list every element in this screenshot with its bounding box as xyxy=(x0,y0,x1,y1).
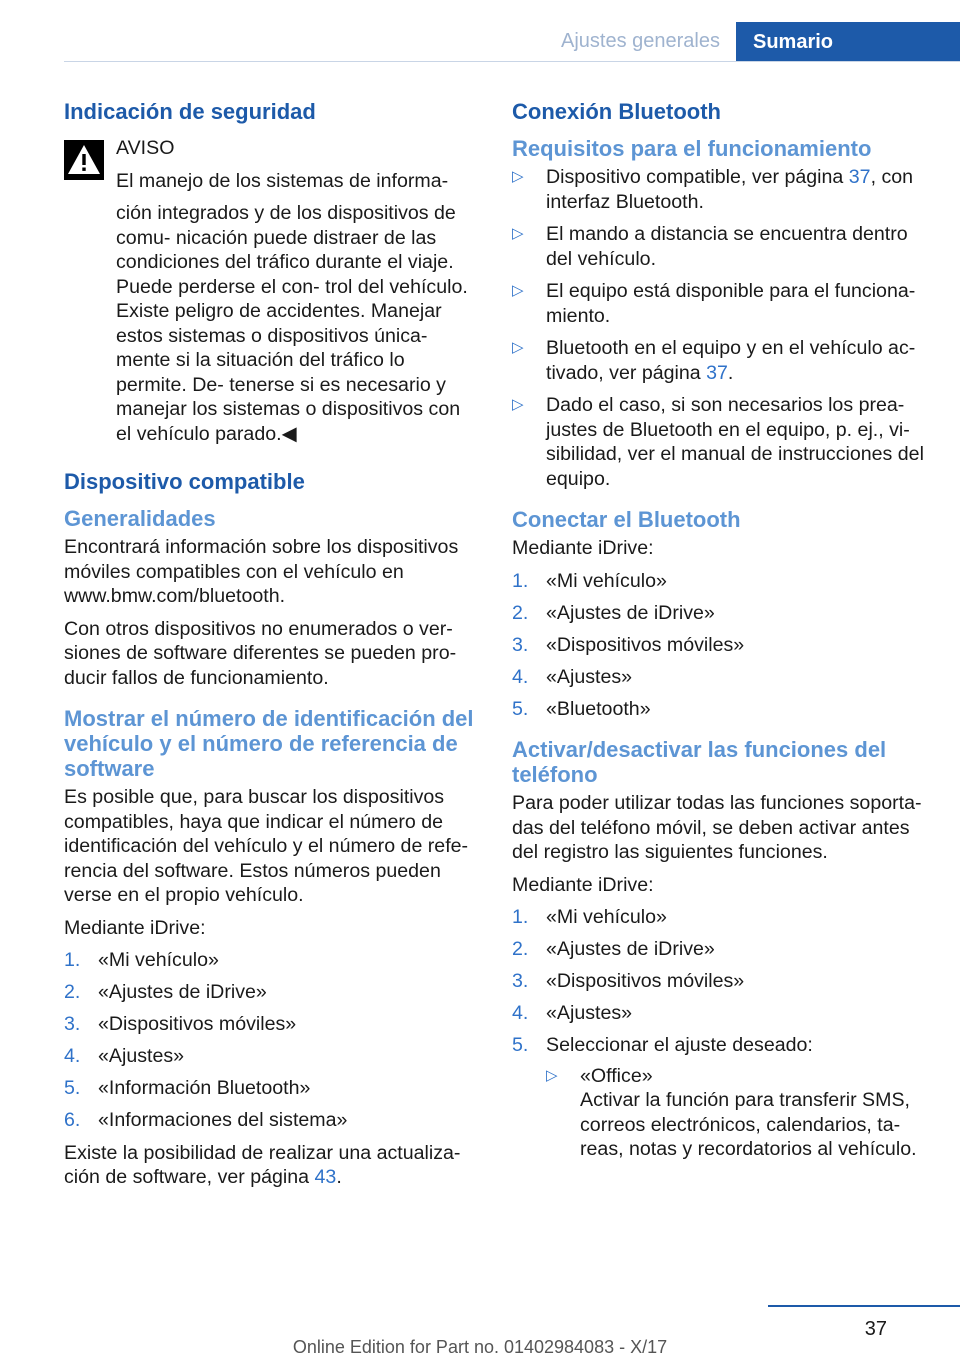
list-item xyxy=(64,980,474,1005)
list-number: 3. xyxy=(512,633,529,656)
footer-edition-text: Online Edition for Part no. 01402984083 - X/17 xyxy=(292,1337,668,1357)
list-item xyxy=(546,1064,930,1162)
bluetooth-connection-heading: Conexión Bluetooth xyxy=(512,99,721,124)
left-column xyxy=(64,98,474,1198)
list-number: 4. xyxy=(512,1002,529,1024)
update-text: Existe la posibilidad de realizar una actualiza‐ ción de software, ver página xyxy=(64,1141,461,1188)
update-text-end: . xyxy=(336,1166,342,1188)
warning-block xyxy=(64,136,474,446)
phone-functions-heading: Activar/desactivar las funciones del teléfono xyxy=(512,737,887,787)
list-item-text: «Ajustes» xyxy=(98,1045,185,1067)
list-item-text: «Informaciones del sistema» xyxy=(98,1109,348,1131)
update-paragraph xyxy=(64,1141,474,1190)
list-item-text: , con interfaz Bluetooth. xyxy=(546,166,914,213)
warning-icon xyxy=(64,140,104,180)
list-item xyxy=(64,1076,474,1101)
page-number: 37 xyxy=(864,1318,887,1340)
list-number: 1. xyxy=(512,906,529,928)
header-divider xyxy=(64,61,960,62)
vin-steps-list xyxy=(64,948,474,1133)
phone-functions-idrive-intro: Mediante iDrive: xyxy=(512,873,654,896)
list-number: 2. xyxy=(64,981,81,1003)
list-item-text: «Bluetooth» xyxy=(546,697,651,720)
connect-idrive-intro: Mediante iDrive: xyxy=(512,537,654,559)
list-item xyxy=(512,937,930,962)
list-item-text: Dispositivo compatible, ver página xyxy=(546,166,849,188)
page-link-37[interactable]: 37 xyxy=(848,166,871,188)
page-link-37[interactable]: 37 xyxy=(706,361,728,384)
general-paragraph-2: Con otros dispositivos no enumerados o ver‐ siones de software diferentes se pueden pro‐ ducir fallos de funcionamiento. xyxy=(64,617,457,689)
connect-bluetooth-heading: Conectar el Bluetooth xyxy=(512,507,741,532)
page-link-43[interactable]: 43 xyxy=(314,1166,337,1188)
list-number: 2. xyxy=(512,601,529,624)
list-item xyxy=(512,1033,930,1162)
bullet-triangle-icon: ▷ xyxy=(512,282,524,299)
list-item xyxy=(512,601,930,626)
list-number: 4. xyxy=(512,665,529,688)
list-item-text: Dado el caso, si son necesarios los prea‐ justes de Bluetooth en el equipo, p. ej., vi‐ sibilidad, ver el manual de instrucciones del equipo. xyxy=(546,394,924,490)
compatible-device-heading: Dispositivo compatible xyxy=(64,469,305,494)
list-item xyxy=(64,1012,474,1037)
list-item-text: «Mi vehículo» xyxy=(546,569,667,592)
list-number: 3. xyxy=(512,970,529,992)
office-option-label: «Office» xyxy=(580,1064,653,1087)
list-number: 5. xyxy=(512,697,529,720)
phone-functions-steps-list xyxy=(512,905,930,1162)
phone-functions-paragraph: Para poder utilizar todas las funciones soporta‐ das del teléfono móvil, se deben activar antes del registro las siguientes funciones. xyxy=(512,792,922,863)
vin-heading: Mostrar el número de identificación del vehículo y el número de referencia de software xyxy=(64,706,474,781)
list-item xyxy=(512,569,930,594)
header-tab-summary[interactable]: Sumario xyxy=(736,22,960,62)
footer-rule xyxy=(768,1305,960,1307)
list-number: 1. xyxy=(64,949,81,971)
list-item-text: Bluetooth en el equipo y en el vehículo ac‐ tivado, ver página xyxy=(546,337,916,384)
list-item-text: «Ajustes» xyxy=(546,1002,633,1024)
list-number: 6. xyxy=(64,1109,81,1131)
list-item-text: «Mi vehículo» xyxy=(98,949,219,971)
bullet-triangle-icon: ▷ xyxy=(512,168,524,185)
list-item xyxy=(512,665,930,690)
bullet-triangle-icon: ▷ xyxy=(512,396,524,413)
list-item-text: «Dispositivos móviles» xyxy=(546,633,745,656)
list-item xyxy=(64,1044,474,1069)
list-item-text: . xyxy=(727,361,734,384)
list-number: 3. xyxy=(64,1013,81,1035)
header-section-title: Ajustes generales xyxy=(561,30,720,52)
requirements-list xyxy=(512,165,930,491)
list-number: 5. xyxy=(64,1077,81,1099)
safety-heading: Indicación de seguridad xyxy=(64,99,316,124)
list-item xyxy=(512,336,930,385)
warning-text-first: El manejo de los sistemas de informa‐ xyxy=(116,169,449,192)
list-item-text: «Dispositivos móviles» xyxy=(546,970,745,992)
list-item-text: «Información Bluetooth» xyxy=(98,1077,311,1099)
office-option-description: Activar la función para transferir SMS, correos electrónicos, calendarios, ta‐ reas, notas y recordatorios al vehículo. xyxy=(580,1089,917,1160)
list-item xyxy=(512,905,930,930)
list-item-text: El mando a distancia se encuentra dentro del vehículo. xyxy=(546,223,908,270)
list-item xyxy=(512,969,930,994)
list-number: 1. xyxy=(512,569,529,592)
list-item-text: «Ajustes de iDrive» xyxy=(98,981,267,1003)
list-item-text: El equipo está disponible para el funciona‐ miento. xyxy=(546,280,916,327)
warning-title: AVISO xyxy=(116,137,175,159)
list-item-text: «Mi vehículo» xyxy=(546,906,667,928)
sub-options-list xyxy=(546,1064,930,1162)
bullet-triangle-icon: ▷ xyxy=(512,225,524,242)
bullet-triangle-icon: ▷ xyxy=(546,1066,558,1084)
list-item xyxy=(512,279,930,328)
list-item xyxy=(64,948,474,973)
general-heading: Generalidades xyxy=(64,506,216,531)
list-item-text: «Ajustes» xyxy=(546,665,633,688)
list-item xyxy=(512,633,930,658)
list-item-text: «Ajustes de iDrive» xyxy=(546,938,715,960)
bullet-triangle-icon: ▷ xyxy=(512,339,524,356)
list-item-text: Seleccionar el ajuste deseado: xyxy=(546,1034,813,1056)
general-paragraph: Encontrará información sobre los dispositivos móviles compatibles con el vehículo en www.bmw.com/bluetooth. xyxy=(64,536,459,607)
list-item xyxy=(512,393,930,491)
warning-text: ción integrados y de los dispositivos de comu‐ nicación puede distraer de las condiciones del tráfico durante el viaje. Puede perderse el con‐ trol del vehículo. Existe peligro de accidentes. Manejar estos sistemas o dispositivos única‐ mente si la situación del tráfico lo permite. De‐ tenerse si es necesario y manejar los sistemas o dispositivos con el vehículo parado.◀ xyxy=(116,202,468,445)
list-item xyxy=(512,697,930,722)
vin-idrive-intro: Mediante iDrive: xyxy=(64,916,206,939)
connect-steps-list xyxy=(512,569,930,722)
list-item xyxy=(512,165,930,214)
list-item-text: «Dispositivos móviles» xyxy=(98,1013,297,1035)
list-item xyxy=(512,1001,930,1026)
list-number: 5. xyxy=(512,1034,529,1056)
list-item xyxy=(64,1108,474,1133)
right-column xyxy=(512,98,930,1170)
requirements-heading: Requisitos para el funcionamiento xyxy=(512,136,872,161)
list-item xyxy=(512,222,930,271)
list-number: 2. xyxy=(512,938,529,960)
vin-paragraph: Es posible que, para buscar los dispositivos compatibles, haya que indicar el número de identificación del vehículo y el número de refe‐ rencia del software. Estos números pueden verse en el propio vehículo. xyxy=(64,786,469,906)
list-number: 4. xyxy=(64,1045,81,1067)
list-item-text: «Ajustes de iDrive» xyxy=(546,601,715,624)
